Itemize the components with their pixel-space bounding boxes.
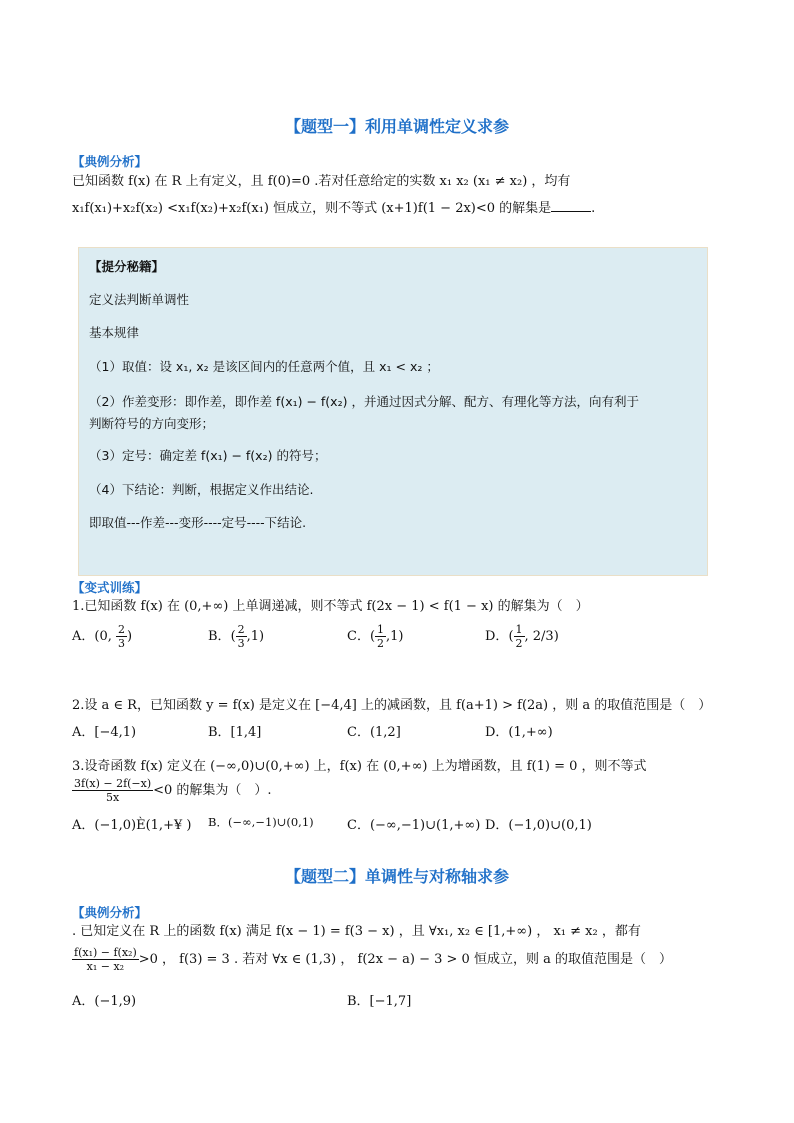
tips-line-4: （2）作差变形：即作差，即作差 f(x₁) − f(x₂) ，并通过因式分解、配方、有理化等方法，向有利于	[89, 394, 639, 409]
example1-line2	[72, 199, 595, 218]
q1-option-c: C．( $\frac{1}{2}$ ,1)	[347, 623, 404, 650]
example2-option-b: B．[−1,7]	[347, 994, 412, 1009]
q3-inequality: $\frac{3f(x) - 2f(-x)}{5x}$ <0 的解集为（ ）.	[74, 777, 272, 804]
example-label-1: 【典例分析】	[72, 154, 148, 169]
variant-label: 【变式训练】	[72, 580, 148, 595]
q2-option-b: B．[1,4]	[208, 725, 262, 740]
tips-line-5: 判断符号的方向变形；	[89, 416, 215, 431]
q1-option-d: D．( $\frac{1}{2}$ , 2/3)	[485, 623, 559, 650]
example2-line2: $\frac{\text{f(x₁) − f(x₂)}}{\text{x₁ − x₂}}$ >0 ， f(3) = 3 . 若对 ∀x ∈ (1,3) ， f(2x − a) − 3 > 0 恒成立，则 a 的取值范围是（ ）	[74, 946, 672, 973]
section-title-2: 【题型二】单调性与对称轴求参	[284, 867, 509, 886]
example1-line1: 已知函数 f(x) 在 R 上有定义，且 f(0)=0 .若对任意给定的实数 x₁ x₂ (x₁ ≠ x₂) ，均有	[72, 174, 571, 189]
tips-title: 【提分秘籍】	[89, 259, 165, 274]
tips-line-2: 基本规律	[89, 325, 140, 340]
q3-option-b: B．(−∞,−1)∪(0,1)	[208, 815, 314, 829]
section-title-1: 【题型一】利用单调性定义求参	[284, 117, 509, 136]
q1-stem: 1.已知函数 f(x) 在 (0,+∞) 上单调递减，则不等式 f(2x − 1) < f(1 − x) 的解集为（ ）	[72, 599, 589, 614]
example1-line2-text: x₁f(x₁)+x₂f(x₂) <x₁f(x₂)+x₂f(x₁) 恒成立，则不等式 (x+1)f(1 − 2x)<0 的解集是	[72, 201, 552, 216]
tips-box	[78, 247, 708, 576]
tips-line-1: 定义法判断单调性	[89, 292, 190, 307]
tips-line-7: （4）下结论：判断，根据定义作出结论.	[89, 482, 314, 497]
q2-option-a: A．[−4,1)	[72, 725, 137, 740]
tips-line-6: （3）定号：确定差 f(x₁) − f(x₂) 的符号；	[89, 448, 327, 463]
tips-line-8: 即取值---作差---变形----定号----下结论.	[89, 515, 307, 530]
q3-option-d: D．(−1,0)∪(0,1)	[485, 818, 592, 833]
q2-option-d: D．(1,+∞)	[485, 725, 553, 740]
q2-stem: 2.设 a ∈ R，已知函数 y = f(x) 是定义在 [−4,4] 上的减函数，且 f(a+1) > f(2a) ，则 a 的取值范围是（ ）	[72, 698, 712, 713]
answer-blank	[551, 199, 591, 212]
tips-line-3: （1）取值：设 x₁, x₂ 是该区间内的任意两个值，且 x₁ < x₂ ；	[89, 359, 439, 374]
example2-line1: . 已知定义在 R 上的函数 f(x) 满足 f(x − 1) = f(3 − x) ，且 ∀x₁, x₂ ∈ [1,+∞) ， x₁ ≠ x₂ ，都有	[72, 924, 641, 939]
q3-stem: 3.设奇函数 f(x) 定义在 (−∞,0)∪(0,+∞) 上，f(x) 在 (0,+∞) 上为增函数，且 f(1) = 0 ，则不等式	[72, 759, 647, 774]
example1-line2-end: .	[591, 201, 596, 216]
q1-option-a: A．(0, $\frac{2}{3}$ )	[72, 623, 133, 650]
q2-option-c: C．(1,2]	[347, 725, 401, 740]
example2-option-a: A．(−1,9)	[72, 994, 137, 1009]
example2-fraction: $\frac{\text{f(x₁) − f(x₂)}}{\text{x₁ − x₂}}$	[74, 946, 137, 973]
q3-option-a: A．(−1,0)È(1,+¥ )	[72, 818, 192, 833]
example-label-2: 【典例分析】	[72, 905, 148, 920]
q3-fraction: $\frac{3f(x) - 2f(-x)}{5x}$	[74, 777, 152, 804]
q3-option-c: C．(−∞,−1)∪(1,+∞)	[347, 818, 481, 833]
q1-option-b: B．( $\frac{2}{3}$ ,1)	[208, 623, 265, 650]
